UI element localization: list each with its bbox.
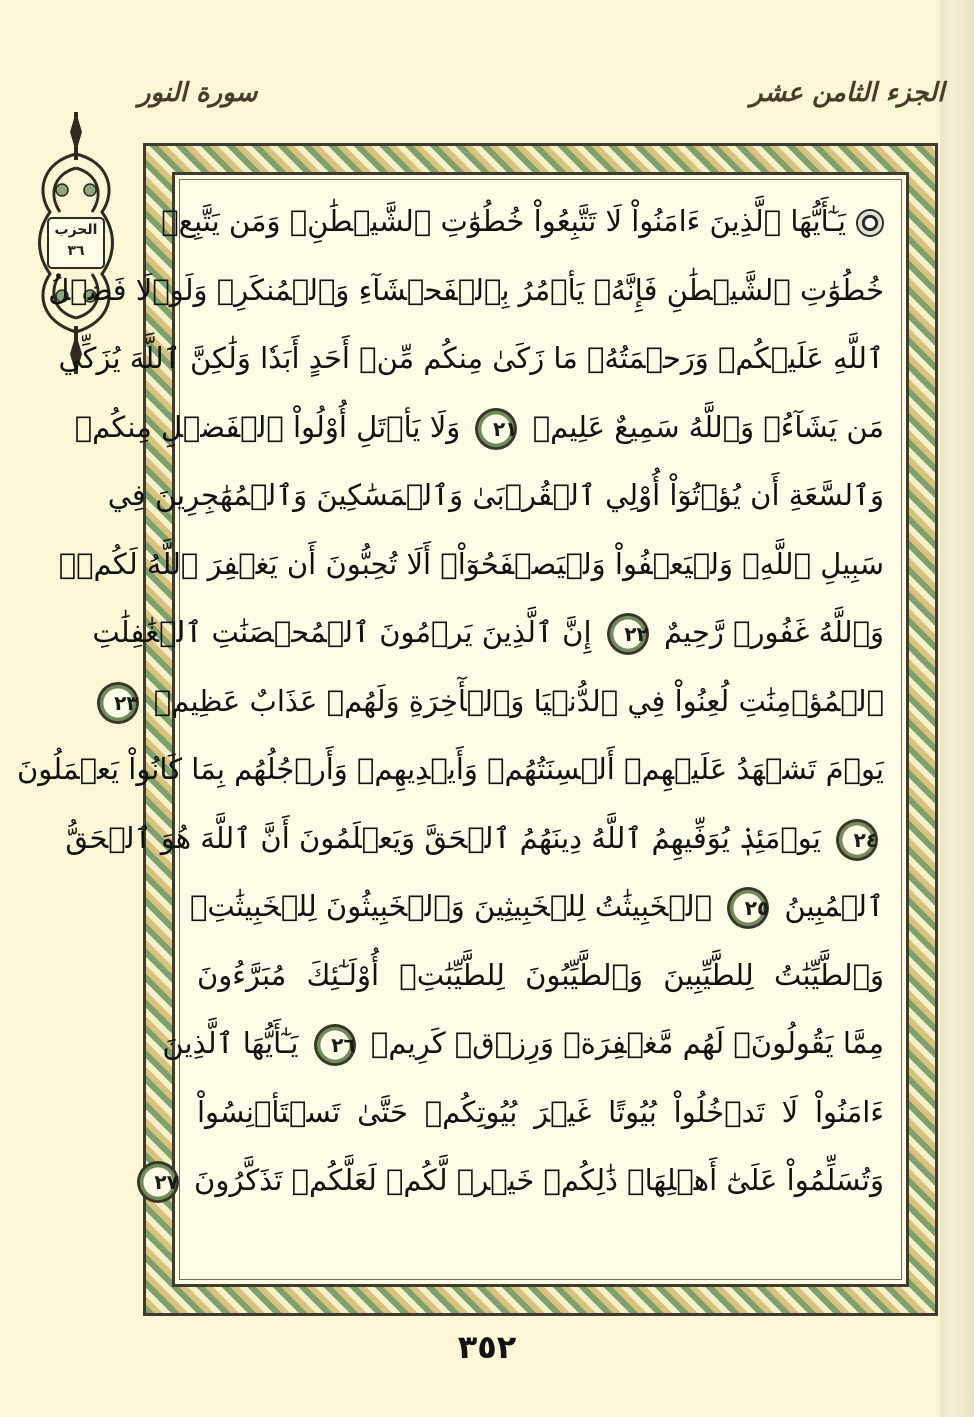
text-line — [16, 735, 884, 804]
verse-text: مَن يَشَآءُۗ وَٱللَّهُ سَمِيعٌ عَلِيمٞ — [532, 409, 884, 444]
verse-text: يَوۡمَئِذٖ يُوَفِّيهِمُ ٱللَّهُ دِينَهُمُ ٱلۡحَقَّ وَيَعۡلَمُونَ أَنَّ ٱللَّهَ هُوَ ٱلۡحَقُّ — [65, 820, 821, 855]
juz-name-header: الجزء الثامن عشر — [750, 78, 945, 108]
verse-text: وَٱلسَّعَةِ أَن يُؤۡتُوٓاْ أُوْلِي ٱلۡقُرۡبَىٰ وَٱلۡمَسَٰكِينَ وَٱلۡمُهَٰجِرِينَ فِي — [107, 478, 884, 512]
text-line — [161, 187, 884, 256]
ayah-number-marker: ٢٤ — [836, 819, 878, 861]
verse-text: يَوۡمَ تَشۡهَدُ عَلَيۡهِمۡ أَلۡسِنَتُهُمۡ وَأَيۡدِيهِمۡ وَأَرۡجُلُهُم بِمَا كَانُواْ يَعۡمَلُونَ — [16, 752, 884, 786]
page-spine — [940, 0, 974, 1417]
verse-text: وَلَا يَأۡتَلِ أُوْلُواْ ٱلۡفَضۡلِ مِنكُمۡ — [74, 409, 461, 444]
verse-text: وَٱللَّهُ غَفُورٞ رَّحِيمٌ — [663, 615, 884, 649]
ayah-number-marker: ٢٢ — [607, 613, 649, 655]
text-line — [58, 324, 884, 393]
hizb-label: الحزب — [54, 222, 98, 238]
ayah-number-marker: ٢١ — [475, 408, 517, 450]
text-line — [190, 872, 884, 941]
text-line — [197, 941, 884, 1010]
text-line — [107, 461, 884, 530]
text-line — [92, 598, 884, 667]
rub-el-hizb-icon — [856, 209, 884, 237]
surah-name-header: سورة النور — [138, 78, 258, 108]
verse-text: خُطُوَٰتِ ٱلشَّيۡطَٰنِ فَإِنَّهُۥ يَأۡمُرُ بِٱلۡفَحۡشَآءِ وَٱلۡمُنكَرِۚ وَلَوۡلَا فَضۡلُ — [48, 272, 884, 307]
text-line — [162, 1009, 884, 1078]
verse-text: يَـٰٓأَيُّهَا ٱلَّذِينَ — [162, 1026, 299, 1060]
ayah-number-marker: ٢٦ — [314, 1024, 356, 1066]
verse-text: مِمَّا يَقُولُونَۖ لَهُم مَّغۡفِرَةٞ وَرِزۡقٞ كَرِيمٞ — [370, 1026, 884, 1060]
text-line — [58, 530, 884, 599]
verse-text: ٱلۡمُؤۡمِنَٰتِ لُعِنُواْ فِي ٱلدُّنۡيَا وَٱلۡأٓخِرَةِ وَلَهُمۡ عَذَابٌ عَظِيمٞ — [153, 683, 884, 718]
verse-text: ٱلۡخَبِيثَٰتُ لِلۡخَبِيثِينَ وَٱلۡخَبِيثُونَ لِلۡخَبِيثَٰتِۖ — [190, 889, 712, 923]
text-line — [114, 667, 884, 736]
verse-text: وَٱلطَّيِّبَٰتُ لِلطَّيِّبِينَ وَٱلطَّيِّبُونَ لِلطَّيِّبَٰتِۚ أُوْلَـٰٓئِكَ مُبَرَّءُونَ — [197, 957, 884, 992]
verse-text: وَتُسَلِّمُواْ عَلَىٰٓ أَهۡلِهَاۚ ذَٰلِكُمۡ خَيۡرٞ لَّكُمۡ لَعَلَّكُمۡ تَذَكَّرُونَ — [194, 1163, 884, 1197]
ayah-number-marker: ٢٧ — [137, 1161, 179, 1203]
ayah-number-marker: ٢٣ — [97, 682, 139, 724]
verse-text: ءَامَنُواْ لَا تَدۡخُلُواْ بُيُوتًا غَيۡرَ بُيُوتِكُمۡ حَتَّىٰ تَسۡتَأۡنِسُواْ — [197, 1094, 884, 1129]
verse-text: يَـٰٓأَيُّهَا ٱلَّذِينَ ءَامَنُواْ لَا تَتَّبِعُواْ خُطُوَٰتِ ٱلشَّيۡطَٰنِۚ وَمَن يَتَّبِعۡ — [161, 204, 846, 238]
text-line — [74, 393, 884, 462]
verse-text: ٱلۡمُبِينُ — [784, 889, 884, 923]
text-line — [197, 1078, 884, 1147]
text-line — [65, 804, 884, 873]
verse-text: ٱللَّهِ عَلَيۡكُمۡ وَرَحۡمَتُهُۥ مَا زَكَىٰ مِنكُم مِّنۡ أَحَدٍ أَبَدٗا وَلَٰكِنَّ ٱللَّهَ يُزَكِّي — [58, 341, 884, 375]
hizb-number: ٣٦ — [67, 243, 85, 259]
text-line — [48, 256, 884, 325]
verse-text: سَبِيلِ ٱللَّهِۖ وَلۡيَعۡفُواْ وَلۡيَصۡفَحُوٓاْۗ أَلَا تُحِبُّونَ أَن يَغۡفِرَ ٱللَّهُ لَكُمۡۚ — [58, 546, 884, 581]
text-line — [154, 1146, 884, 1215]
verse-text: إِنَّ ٱلَّذِينَ يَرۡمُونَ ٱلۡمُحۡصَنَٰتِ ٱلۡغَٰفِلَٰتِ — [92, 615, 592, 649]
ayah-number-marker: ٢٥ — [727, 887, 769, 929]
page-number: ٣٥٢ — [457, 1328, 517, 1366]
